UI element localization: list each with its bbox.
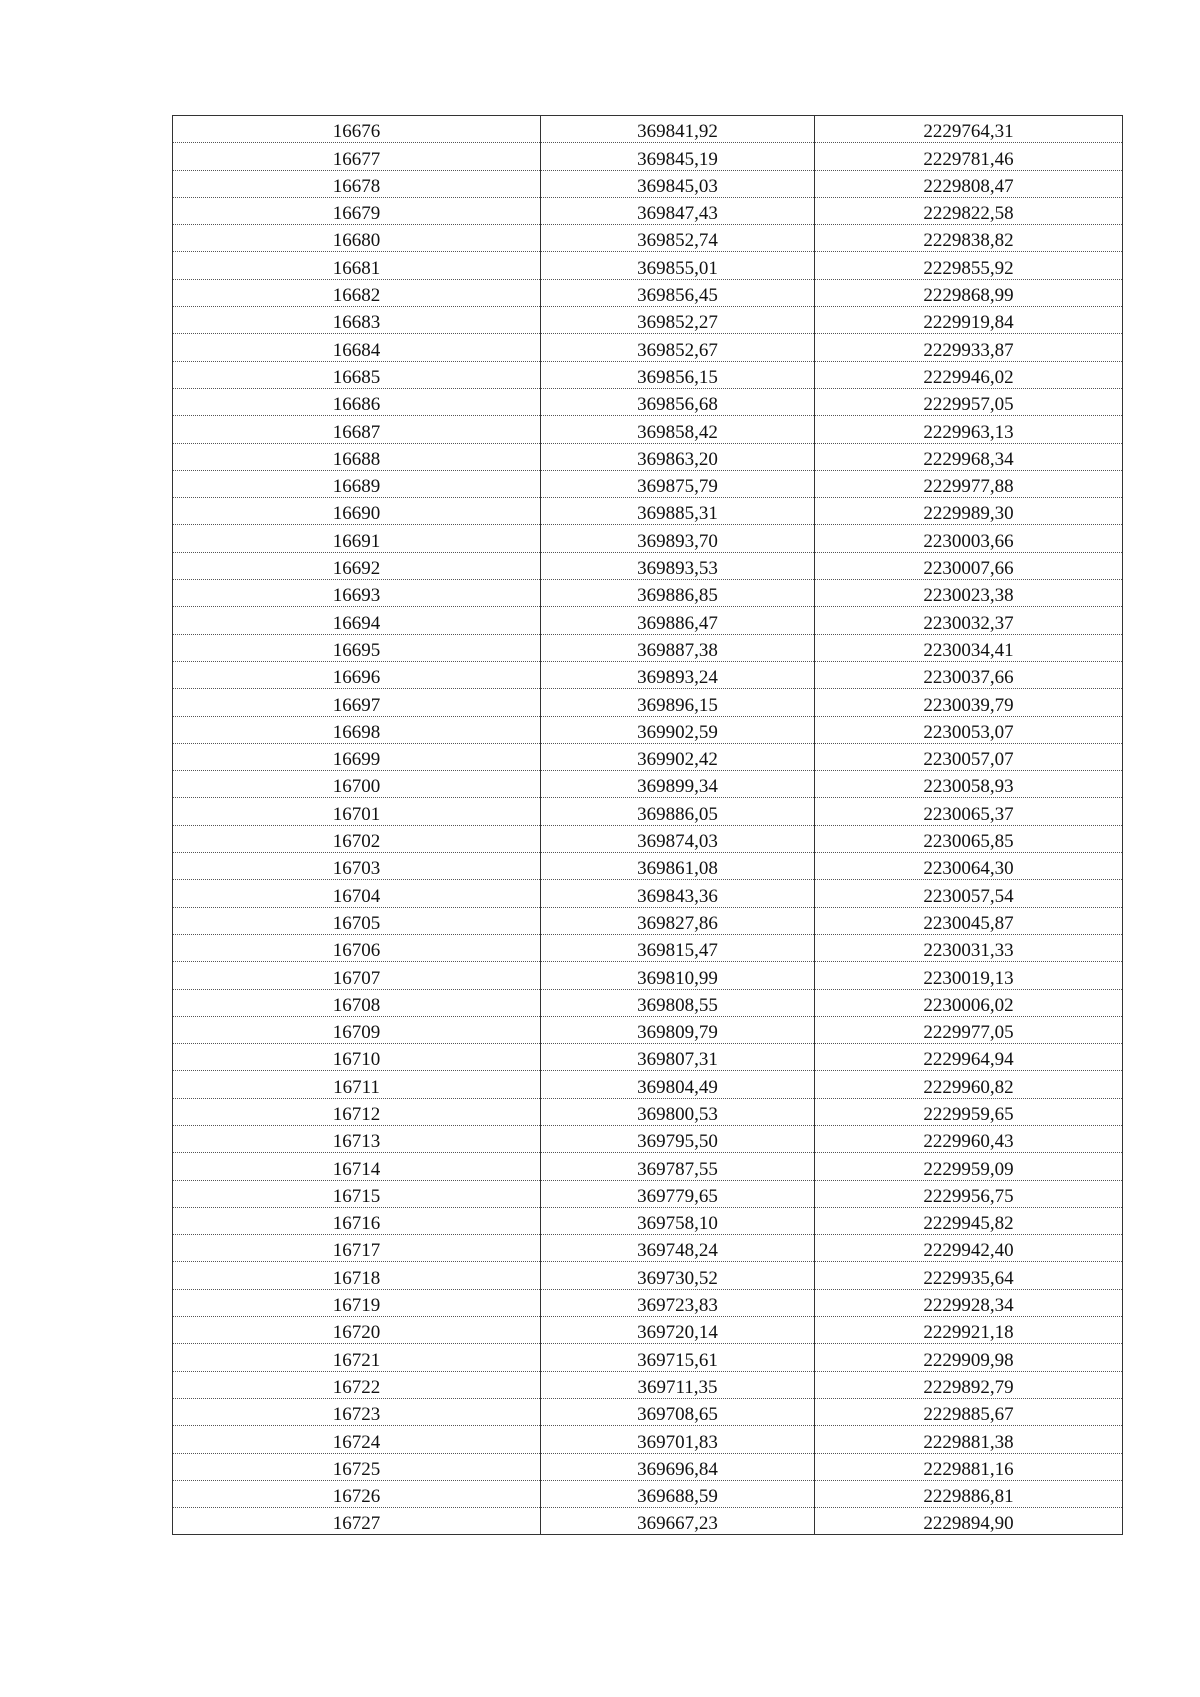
- y-coordinate-cell: 2229928,34: [815, 1289, 1123, 1316]
- x-coordinate-cell: 369809,79: [541, 1016, 815, 1043]
- table-row: [173, 1344, 1123, 1371]
- y-coordinate-cell: 2230032,37: [815, 607, 1123, 634]
- point-number-cell: 16724: [173, 1426, 541, 1453]
- table-row: [173, 934, 1123, 961]
- point-number-cell: 16692: [173, 552, 541, 579]
- y-coordinate-cell: 2230057,07: [815, 743, 1123, 770]
- point-number-cell: 16716: [173, 1207, 541, 1234]
- y-coordinate-cell: 2229921,18: [815, 1317, 1123, 1344]
- y-coordinate-cell: 2229855,92: [815, 252, 1123, 279]
- y-coordinate-cell: 2229959,65: [815, 1098, 1123, 1125]
- point-number-cell: 16691: [173, 525, 541, 552]
- y-coordinate-cell: 2230006,02: [815, 989, 1123, 1016]
- x-coordinate-cell: 369807,31: [541, 1044, 815, 1071]
- table-row: [173, 1016, 1123, 1043]
- x-coordinate-cell: 369795,50: [541, 1125, 815, 1152]
- table-row: [173, 1508, 1123, 1535]
- table-row: [173, 1235, 1123, 1262]
- point-number-cell: 16684: [173, 334, 541, 361]
- table-row: [173, 1289, 1123, 1316]
- x-coordinate-cell: 369856,68: [541, 388, 815, 415]
- y-coordinate-cell: 2229868,99: [815, 279, 1123, 306]
- y-coordinate-cell: 2229960,82: [815, 1071, 1123, 1098]
- table-row: [173, 361, 1123, 388]
- y-coordinate-cell: 2229933,87: [815, 334, 1123, 361]
- table-row: [173, 689, 1123, 716]
- x-coordinate-cell: 369708,65: [541, 1398, 815, 1425]
- table-row: [173, 170, 1123, 197]
- table-row: [173, 498, 1123, 525]
- x-coordinate-cell: 369875,79: [541, 470, 815, 497]
- table-row: [173, 1480, 1123, 1507]
- table-row: [173, 743, 1123, 770]
- x-coordinate-cell: 369856,45: [541, 279, 815, 306]
- table-row: [173, 279, 1123, 306]
- point-number-cell: 16687: [173, 416, 541, 443]
- x-coordinate-cell: 369893,53: [541, 552, 815, 579]
- x-coordinate-cell: 369748,24: [541, 1235, 815, 1262]
- x-coordinate-cell: 369815,47: [541, 934, 815, 961]
- y-coordinate-cell: 2229963,13: [815, 416, 1123, 443]
- y-coordinate-cell: 2229935,64: [815, 1262, 1123, 1289]
- point-number-cell: 16697: [173, 689, 541, 716]
- table-row: [173, 307, 1123, 334]
- y-coordinate-cell: 2229822,58: [815, 197, 1123, 224]
- table-row: [173, 771, 1123, 798]
- point-number-cell: 16703: [173, 853, 541, 880]
- point-number-cell: 16717: [173, 1235, 541, 1262]
- point-number-cell: 16721: [173, 1344, 541, 1371]
- point-number-cell: 16693: [173, 580, 541, 607]
- x-coordinate-cell: 369800,53: [541, 1098, 815, 1125]
- x-coordinate-cell: 369887,38: [541, 634, 815, 661]
- table-row: [173, 962, 1123, 989]
- point-number-cell: 16723: [173, 1398, 541, 1425]
- point-number-cell: 16719: [173, 1289, 541, 1316]
- point-number-cell: 16676: [173, 116, 541, 143]
- point-number-cell: 16681: [173, 252, 541, 279]
- point-number-cell: 16711: [173, 1071, 541, 1098]
- x-coordinate-cell: 369667,23: [541, 1508, 815, 1535]
- x-coordinate-cell: 369696,84: [541, 1453, 815, 1480]
- y-coordinate-cell: 2229946,02: [815, 361, 1123, 388]
- x-coordinate-cell: 369847,43: [541, 197, 815, 224]
- point-number-cell: 16707: [173, 962, 541, 989]
- y-coordinate-cell: 2229942,40: [815, 1235, 1123, 1262]
- y-coordinate-cell: 2230045,87: [815, 907, 1123, 934]
- x-coordinate-cell: 369885,31: [541, 498, 815, 525]
- x-coordinate-cell: 369758,10: [541, 1207, 815, 1234]
- point-number-cell: 16678: [173, 170, 541, 197]
- x-coordinate-cell: 369787,55: [541, 1153, 815, 1180]
- x-coordinate-cell: 369701,83: [541, 1426, 815, 1453]
- point-number-cell: 16694: [173, 607, 541, 634]
- y-coordinate-cell: 2230065,85: [815, 825, 1123, 852]
- point-number-cell: 16704: [173, 880, 541, 907]
- point-number-cell: 16696: [173, 661, 541, 688]
- table-row: [173, 1044, 1123, 1071]
- x-coordinate-cell: 369845,03: [541, 170, 815, 197]
- table-row: [173, 1180, 1123, 1207]
- x-coordinate-cell: 369886,05: [541, 798, 815, 825]
- x-coordinate-cell: 369858,42: [541, 416, 815, 443]
- point-number-cell: 16706: [173, 934, 541, 961]
- y-coordinate-cell: 2230064,30: [815, 853, 1123, 880]
- point-number-cell: 16720: [173, 1317, 541, 1344]
- y-coordinate-cell: 2230007,66: [815, 552, 1123, 579]
- point-number-cell: 16709: [173, 1016, 541, 1043]
- x-coordinate-cell: 369855,01: [541, 252, 815, 279]
- table-body: [173, 116, 1123, 1535]
- x-coordinate-cell: 369886,85: [541, 580, 815, 607]
- y-coordinate-cell: 2229781,46: [815, 143, 1123, 170]
- y-coordinate-cell: 2229886,81: [815, 1480, 1123, 1507]
- point-number-cell: 16683: [173, 307, 541, 334]
- point-number-cell: 16715: [173, 1180, 541, 1207]
- y-coordinate-cell: 2230065,37: [815, 798, 1123, 825]
- table-row: [173, 634, 1123, 661]
- y-coordinate-cell: 2230019,13: [815, 962, 1123, 989]
- table-row: [173, 525, 1123, 552]
- x-coordinate-cell: 369861,08: [541, 853, 815, 880]
- y-coordinate-cell: 2229838,82: [815, 225, 1123, 252]
- point-number-cell: 16705: [173, 907, 541, 934]
- table-row: [173, 853, 1123, 880]
- x-coordinate-cell: 369711,35: [541, 1371, 815, 1398]
- x-coordinate-cell: 369852,74: [541, 225, 815, 252]
- table-row: [173, 798, 1123, 825]
- y-coordinate-cell: 2229881,38: [815, 1426, 1123, 1453]
- y-coordinate-cell: 2229989,30: [815, 498, 1123, 525]
- point-number-cell: 16712: [173, 1098, 541, 1125]
- point-number-cell: 16713: [173, 1125, 541, 1152]
- table-row: [173, 825, 1123, 852]
- table-row: [173, 989, 1123, 1016]
- y-coordinate-cell: 2229977,05: [815, 1016, 1123, 1043]
- x-coordinate-cell: 369852,67: [541, 334, 815, 361]
- x-coordinate-cell: 369845,19: [541, 143, 815, 170]
- x-coordinate-cell: 369874,03: [541, 825, 815, 852]
- point-number-cell: 16725: [173, 1453, 541, 1480]
- table-row: [173, 252, 1123, 279]
- y-coordinate-cell: 2229977,88: [815, 470, 1123, 497]
- point-number-cell: 16677: [173, 143, 541, 170]
- table-row: [173, 416, 1123, 443]
- y-coordinate-cell: 2229764,31: [815, 116, 1123, 143]
- table-row: [173, 1207, 1123, 1234]
- x-coordinate-cell: 369688,59: [541, 1480, 815, 1507]
- table-row: [173, 661, 1123, 688]
- y-coordinate-cell: 2230037,66: [815, 661, 1123, 688]
- y-coordinate-cell: 2229909,98: [815, 1344, 1123, 1371]
- point-number-cell: 16688: [173, 443, 541, 470]
- x-coordinate-cell: 369863,20: [541, 443, 815, 470]
- x-coordinate-cell: 369886,47: [541, 607, 815, 634]
- x-coordinate-cell: 369843,36: [541, 880, 815, 907]
- table-row: [173, 1317, 1123, 1344]
- table-row: [173, 197, 1123, 224]
- point-number-cell: 16689: [173, 470, 541, 497]
- table-row: [173, 1371, 1123, 1398]
- x-coordinate-cell: 369723,83: [541, 1289, 815, 1316]
- point-number-cell: 16727: [173, 1508, 541, 1535]
- point-number-cell: 16726: [173, 1480, 541, 1507]
- x-coordinate-cell: 369902,59: [541, 716, 815, 743]
- point-number-cell: 16701: [173, 798, 541, 825]
- y-coordinate-cell: 2230034,41: [815, 634, 1123, 661]
- coordinates-table: [172, 115, 1123, 1535]
- y-coordinate-cell: 2229956,75: [815, 1180, 1123, 1207]
- table-row: [173, 552, 1123, 579]
- point-number-cell: 16682: [173, 279, 541, 306]
- y-coordinate-cell: 2229892,79: [815, 1371, 1123, 1398]
- x-coordinate-cell: 369730,52: [541, 1262, 815, 1289]
- x-coordinate-cell: 369896,15: [541, 689, 815, 716]
- point-number-cell: 16714: [173, 1153, 541, 1180]
- table-row: [173, 1453, 1123, 1480]
- y-coordinate-cell: 2229808,47: [815, 170, 1123, 197]
- x-coordinate-cell: 369779,65: [541, 1180, 815, 1207]
- table-row: [173, 880, 1123, 907]
- point-number-cell: 16680: [173, 225, 541, 252]
- table-row: [173, 1262, 1123, 1289]
- y-coordinate-cell: 2229881,16: [815, 1453, 1123, 1480]
- y-coordinate-cell: 2230058,93: [815, 771, 1123, 798]
- table-row: [173, 225, 1123, 252]
- point-number-cell: 16690: [173, 498, 541, 525]
- x-coordinate-cell: 369808,55: [541, 989, 815, 1016]
- y-coordinate-cell: 2230053,07: [815, 716, 1123, 743]
- table-row: [173, 1426, 1123, 1453]
- y-coordinate-cell: 2230023,38: [815, 580, 1123, 607]
- point-number-cell: 16700: [173, 771, 541, 798]
- y-coordinate-cell: 2230057,54: [815, 880, 1123, 907]
- x-coordinate-cell: 369720,14: [541, 1317, 815, 1344]
- y-coordinate-cell: 2229919,84: [815, 307, 1123, 334]
- point-number-cell: 16722: [173, 1371, 541, 1398]
- y-coordinate-cell: 2229968,34: [815, 443, 1123, 470]
- table-row: [173, 1153, 1123, 1180]
- table-row: [173, 116, 1123, 143]
- y-coordinate-cell: 2229894,90: [815, 1508, 1123, 1535]
- y-coordinate-cell: 2230003,66: [815, 525, 1123, 552]
- table-row: [173, 716, 1123, 743]
- x-coordinate-cell: 369893,24: [541, 661, 815, 688]
- table-row: [173, 607, 1123, 634]
- table-row: [173, 1398, 1123, 1425]
- y-coordinate-cell: 2229964,94: [815, 1044, 1123, 1071]
- point-number-cell: 16695: [173, 634, 541, 661]
- point-number-cell: 16718: [173, 1262, 541, 1289]
- x-coordinate-cell: 369715,61: [541, 1344, 815, 1371]
- x-coordinate-cell: 369852,27: [541, 307, 815, 334]
- y-coordinate-cell: 2229885,67: [815, 1398, 1123, 1425]
- point-number-cell: 16698: [173, 716, 541, 743]
- x-coordinate-cell: 369899,34: [541, 771, 815, 798]
- table-row: [173, 334, 1123, 361]
- point-number-cell: 16702: [173, 825, 541, 852]
- table-row: [173, 470, 1123, 497]
- y-coordinate-cell: 2229960,43: [815, 1125, 1123, 1152]
- x-coordinate-cell: 369810,99: [541, 962, 815, 989]
- y-coordinate-cell: 2229957,05: [815, 388, 1123, 415]
- y-coordinate-cell: 2230039,79: [815, 689, 1123, 716]
- table-row: [173, 580, 1123, 607]
- point-number-cell: 16679: [173, 197, 541, 224]
- point-number-cell: 16708: [173, 989, 541, 1016]
- x-coordinate-cell: 369841,92: [541, 116, 815, 143]
- x-coordinate-cell: 369893,70: [541, 525, 815, 552]
- table-row: [173, 443, 1123, 470]
- table-row: [173, 907, 1123, 934]
- y-coordinate-cell: 2229959,09: [815, 1153, 1123, 1180]
- table-row: [173, 1098, 1123, 1125]
- y-coordinate-cell: 2229945,82: [815, 1207, 1123, 1234]
- x-coordinate-cell: 369902,42: [541, 743, 815, 770]
- y-coordinate-cell: 2230031,33: [815, 934, 1123, 961]
- point-number-cell: 16686: [173, 388, 541, 415]
- point-number-cell: 16699: [173, 743, 541, 770]
- x-coordinate-cell: 369827,86: [541, 907, 815, 934]
- point-number-cell: 16685: [173, 361, 541, 388]
- x-coordinate-cell: 369804,49: [541, 1071, 815, 1098]
- point-number-cell: 16710: [173, 1044, 541, 1071]
- table-row: [173, 143, 1123, 170]
- table-row: [173, 388, 1123, 415]
- table-row: [173, 1125, 1123, 1152]
- x-coordinate-cell: 369856,15: [541, 361, 815, 388]
- table-row: [173, 1071, 1123, 1098]
